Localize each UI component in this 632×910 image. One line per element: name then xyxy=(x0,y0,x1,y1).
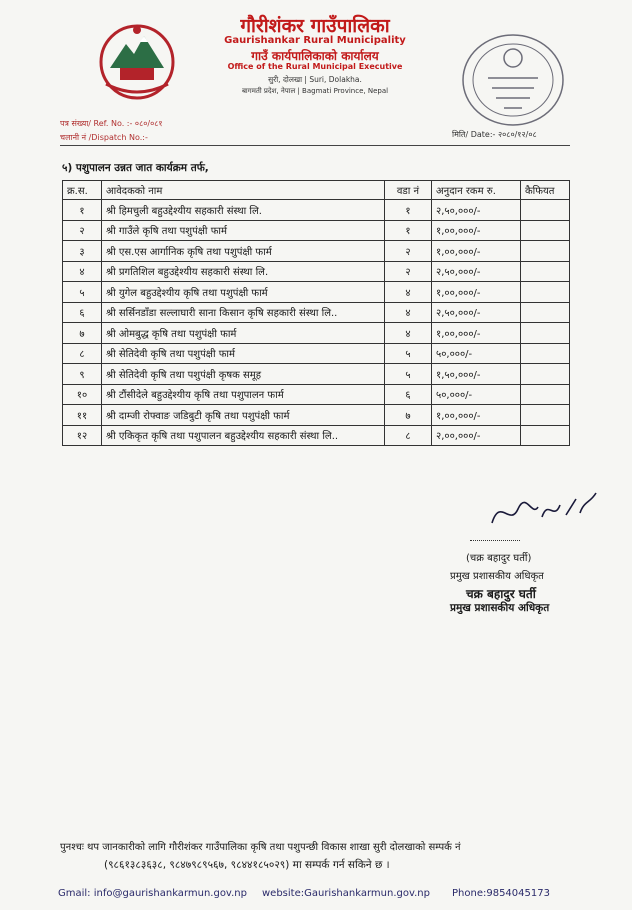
cell-amount: ५०,०००/- xyxy=(432,343,521,364)
stamp-name: चक्र बहादुर घर्ती xyxy=(466,587,536,601)
table-row xyxy=(63,343,570,364)
table-row xyxy=(63,323,570,344)
signature-line xyxy=(470,540,520,541)
office-title-en: Office of the Rural Municipal Executive xyxy=(227,62,403,71)
cell-applicant: श्री गाउँले कृषि तथा पशुपंक्षी फार्म xyxy=(102,220,385,241)
cell-amount: १,००,०००/- xyxy=(432,282,521,303)
signatory-name: (चक्र बहादुर घर्ती) xyxy=(466,553,532,564)
office-title-np: गाउँ कार्यपालिकाको कार्यालय xyxy=(251,49,379,63)
footer-website[interactable]: website:Gaurishankarmun.gov.np xyxy=(262,888,430,899)
cell-applicant: श्री हिमचुली बहुउद्देश्यीय सहकारी संस्था लि. xyxy=(102,200,385,221)
col-amount: अनुदान रकम रु. xyxy=(432,181,521,200)
cell-remarks xyxy=(521,241,570,262)
cell-amount: २,५०,०००/- xyxy=(432,261,521,282)
col-serial: क्र.स. xyxy=(63,181,102,200)
municipality-title-np: गौरीशंकर गाउँपालिका xyxy=(240,15,390,37)
dispatch-number: चलानी नं /Dispatch No.:- xyxy=(60,133,148,142)
table-row xyxy=(63,220,570,241)
cell-remarks xyxy=(521,200,570,221)
cell-applicant: श्री प्रगतिशिल बहुउद्देश्यीय सहकारी संस्था लि. xyxy=(102,261,385,282)
cell-ward: ४ xyxy=(385,323,432,344)
postscript-line-2: (९८६१३८३६३८, ९८४७९८९५६७, ९८४४१८५०२९) मा सम्पर्क गर्न सकिने छ । xyxy=(104,859,390,871)
col-ward: वडा नं xyxy=(385,181,432,200)
table-row xyxy=(63,405,570,426)
cell-amount: २,५०,०००/- xyxy=(432,302,521,323)
cell-ward: ८ xyxy=(385,425,432,446)
cell-serial: ३ xyxy=(63,241,102,262)
cell-amount: १,००,०००/- xyxy=(432,220,521,241)
cell-serial: ५ xyxy=(63,282,102,303)
cell-ward: २ xyxy=(385,261,432,282)
cell-ward: ७ xyxy=(385,405,432,426)
cell-applicant: श्री सर्सिनडाँडा सल्लाघारी साना किसान कृषि सहकारी संस्था लि.. xyxy=(102,302,385,323)
cell-remarks xyxy=(521,364,570,385)
cell-applicant: श्री ओमबुद्ध कृषि तथा पशुपंक्षी फार्म xyxy=(102,323,385,344)
cell-serial: ७ xyxy=(63,323,102,344)
cell-amount: २,००,०००/- xyxy=(432,425,521,446)
cell-remarks xyxy=(521,405,570,426)
cell-remarks xyxy=(521,343,570,364)
cell-serial: १२ xyxy=(63,425,102,446)
cell-serial: १० xyxy=(63,384,102,405)
cell-ward: ४ xyxy=(385,302,432,323)
table-row xyxy=(63,384,570,405)
cell-applicant: श्री टौंसीदेले बहुउद्देश्यीय कृषि तथा पशुपालन फार्म xyxy=(102,384,385,405)
cell-applicant: श्री दाम्जी रोफ्वाङ जडिबुटी कृषि तथा पशुपंक्षी फार्म xyxy=(102,405,385,426)
cell-applicant: श्री सेतिदेवी कृषि तथा पशुपंक्षी फार्म xyxy=(102,343,385,364)
municipality-title-en: Gaurishankar Rural Municipality xyxy=(224,35,406,46)
cell-remarks xyxy=(521,425,570,446)
cell-serial: २ xyxy=(63,220,102,241)
cell-ward: ५ xyxy=(385,343,432,364)
letter-date: मिति/ Date:- २०८०/१२/०८ xyxy=(452,130,537,139)
cell-serial: ११ xyxy=(63,405,102,426)
table-row xyxy=(63,261,570,282)
cell-amount: २,५०,०००/- xyxy=(432,200,521,221)
cell-ward: १ xyxy=(385,220,432,241)
table-row xyxy=(63,425,570,446)
col-remarks: कैफियत xyxy=(521,181,570,200)
cell-serial: १ xyxy=(63,200,102,221)
cell-ward: १ xyxy=(385,200,432,221)
address-line-2: बागमती प्रदेश, नेपाल | Bagmati Province, Nepal xyxy=(241,87,389,95)
cell-remarks xyxy=(521,302,570,323)
postscript-line-1: पुनश्चः थप जानकारीको लागि गौरीशंकर गाउँपालिका कृषि तथा पशुपन्छी विकास शाखा सुरी दोलखाको सम्पर्क नं xyxy=(60,842,461,853)
cell-amount: १,००,०००/- xyxy=(432,241,521,262)
cell-remarks xyxy=(521,282,570,303)
cell-amount: १,५०,०००/- xyxy=(432,364,521,385)
handwritten-signature xyxy=(480,487,600,537)
cell-remarks xyxy=(521,384,570,405)
cell-ward: २ xyxy=(385,241,432,262)
cell-remarks xyxy=(521,323,570,344)
office-stamp xyxy=(458,30,568,130)
cell-applicant: श्री युगेल बहुउद्देश्यीय कृषि तथा पशुपंक्षी फार्म xyxy=(102,282,385,303)
cell-remarks xyxy=(521,261,570,282)
header-divider xyxy=(60,145,570,146)
signatory-title: प्रमुख प्रशासकीय अधिकृत xyxy=(450,571,544,582)
table-row xyxy=(63,200,570,221)
table-row xyxy=(63,364,570,385)
cell-applicant: श्री एकिकृत कृषि तथा पशुपालन बहुउद्देश्यीय सहकारी संस्था लि.. xyxy=(102,425,385,446)
stamp-title: प्रमुख प्रशासकीय अधिकृत xyxy=(450,602,550,614)
reference-number: पत्र संख्या/ Ref. No. :- ०८०/०८१ xyxy=(60,119,163,128)
cell-ward: ४ xyxy=(385,282,432,303)
cell-amount: ५०,०००/- xyxy=(432,384,521,405)
cell-serial: ९ xyxy=(63,364,102,385)
cell-ward: ६ xyxy=(385,384,432,405)
cell-serial: ४ xyxy=(63,261,102,282)
section-title: ५) पशुपालन उन्नत जात कार्यक्रम तर्फ, xyxy=(62,162,209,174)
address-line-1: सुरी, दोलखा | Suri, Dolakha. xyxy=(268,75,362,84)
col-applicant: आवेदकको नाम xyxy=(102,181,385,200)
beneficiary-table xyxy=(62,180,570,446)
table-row xyxy=(63,302,570,323)
cell-ward: ५ xyxy=(385,364,432,385)
table-row xyxy=(63,241,570,262)
emblem-logo xyxy=(96,22,178,102)
table-row xyxy=(63,282,570,303)
cell-serial: ८ xyxy=(63,343,102,364)
cell-amount: १,००,०००/- xyxy=(432,323,521,344)
footer-email[interactable]: Gmail: info@gaurishankarmun.gov.np xyxy=(58,888,247,899)
cell-serial: ६ xyxy=(63,302,102,323)
table-header-row xyxy=(63,181,570,200)
cell-remarks xyxy=(521,220,570,241)
cell-amount: १,००,०००/- xyxy=(432,405,521,426)
cell-applicant: श्री सेतिदेवी कृषि तथा पशुपंक्षी कृषक समूह xyxy=(102,364,385,385)
cell-applicant: श्री एस.एस आर्गानिक कृषि तथा पशुपंक्षी फार्म xyxy=(102,241,385,262)
footer-phone: Phone:9854045173 xyxy=(452,888,550,899)
